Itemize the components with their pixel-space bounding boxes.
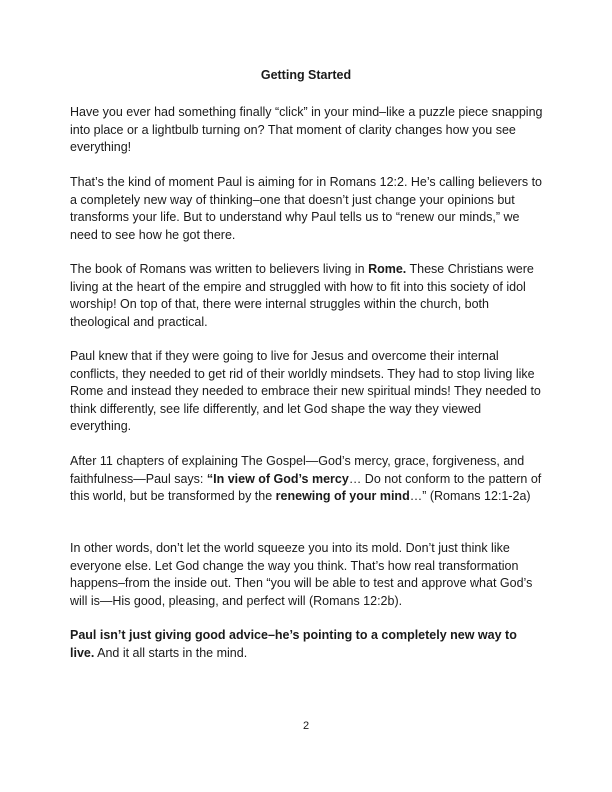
text-segment: These Christians were living at the heart of the empire and struggled with how to fit into this society of idol worship! On top of that, there were internal struggles within the church, both theological and practical. [70, 262, 534, 329]
text-segment: After 11 chapters of explaining The Gospel—God’s mercy, grace, forgiveness, and faithfulness—Paul says: [70, 454, 525, 486]
text-segment: …” (Romans 12:1-2a) [409, 489, 531, 504]
paragraph-intro: Have you ever had something finally “click” in your mind–like a puzzle piece snapping into place or a lightbulb turning on? That moment of clarity changes how you see everything! [70, 105, 543, 155]
bold-gods-mercy: “In view of God’s mercy [206, 471, 349, 486]
text-segment: The book of Romans was written to believers living in [70, 262, 369, 276]
bold-rome: Rome. [368, 262, 407, 276]
page-title: Getting Started [260, 68, 352, 82]
text-segment: And it all starts in the mind. [94, 645, 248, 660]
text-segment: … Do not conform to the pattern of this world, but be transformed by the [70, 471, 542, 504]
bold-renewing-mind: renewing of your mind [275, 489, 410, 504]
paragraph-worldly-mindsets: Paul knew that if they were going to live for Jesus and overcome their internal conflicts, they needed to get rid of their worldly mindsets. They had to stop living like Rome and instead they needed to embrace their new spiritual minds! They needed to think differently, see life differently, and let God shape the way they viewed everything. [70, 349, 541, 434]
paragraph-romans-12-2: That’s the kind of moment Paul is aiming for in Romans 12:2. He’s calling believers to a completely new way of thinking–one that doesn’t just change your opinions but transforms your life. But to understand why Paul tells us to “renew our minds,” we need to see how he got there. [70, 175, 542, 242]
paragraph-romans-quote [70, 453, 544, 506]
paragraph-transformation: In other words, don’t let the world squeeze you into its mold. Don’t just think like everyone else. Let God change the way you think. That’s how real transformation happens–from the inside out. Then “you will be able to test and approve what God’s will is—His good, pleasing, and perfect will (Romans 12:2b). [70, 541, 533, 608]
paragraph-rome-context [70, 261, 544, 331]
bold-new-way-to-live: Paul isn’t just giving good advice–he’s pointing to a completely new way to live. [70, 628, 517, 660]
paragraph-conclusion [70, 627, 544, 662]
page-number: 2 [302, 720, 310, 732]
